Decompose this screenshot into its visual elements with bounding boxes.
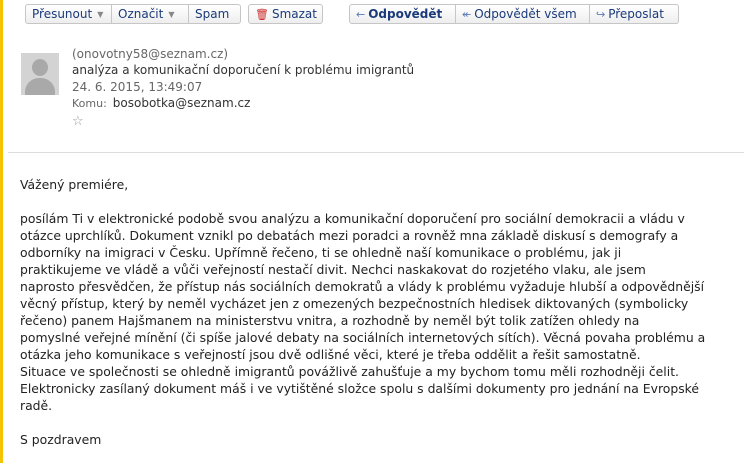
forward-button-label: Přeposlat — [608, 7, 664, 21]
body-line: radě. — [20, 398, 53, 413]
message-body — [20, 176, 735, 448]
reply-icon: ← — [356, 8, 366, 21]
body-line: otázce uprchlíků. Dokument vznikl po debatách mezi poradci a rovněž mna základě diskusí s demografy a — [20, 228, 679, 243]
forward-icon: ↪ — [596, 8, 606, 21]
move-button[interactable] — [25, 4, 112, 24]
body-line: pomyslné veřejné mínění (či spíše jalové debaty na sociálních internetových sítích). Věcná povaha problému a — [20, 330, 706, 345]
greeting: Vážený premiére, — [20, 177, 129, 192]
message-date: 24. 6. 2015, 13:49:07 — [72, 80, 203, 94]
star-icon[interactable]: ☆ — [72, 114, 84, 129]
reply-button[interactable] — [349, 4, 456, 24]
mark-button[interactable] — [112, 4, 189, 24]
body-line: praktikujeme ve vládě a vůči veřejností nestačí divit. Nechci naskakovat do rozjetého vlaku, ale jsem — [20, 262, 646, 277]
reply-button-label: Odpovědět — [368, 7, 443, 21]
forward-button[interactable] — [590, 4, 679, 24]
recipient-address[interactable]: bosobotka@seznam.cz — [112, 96, 251, 110]
body-line: otázka jeho komunikace s veřejností jsou dvě odlišné věci, které je třeba oddělit a řešit samostatně. — [20, 347, 641, 362]
message-subject: analýza a komunikační doporučení k problému imigrantů — [72, 63, 415, 77]
body-line: věcný přístup, který by neměl vycházet jen z omezených bezpečnostních hledisek diktovaných (symbolicky — [20, 296, 689, 311]
body-line: odborníky na imigraci v Česku. Upřímně řečeno, ti se ohledně naší komunikace o problému, jak ji — [20, 245, 622, 260]
chevron-down-icon: ▼ — [168, 10, 175, 19]
spam-button[interactable] — [189, 4, 241, 24]
trash-icon: 🗑 — [255, 8, 269, 21]
body-line: řečeno) panem Hajšmanem na ministerstvu vnitra, a rozhodně by neměl být tolik zatížen ohledy na — [20, 313, 640, 328]
mark-button-label: Označit — [118, 7, 164, 21]
spam-button-label: Spam — [195, 7, 230, 21]
avatar — [21, 53, 59, 95]
closing: S pozdravem — [20, 432, 102, 447]
message-header — [3, 33, 744, 133]
recipient-label: Komu: — [72, 97, 107, 110]
move-button-label: Přesunout — [32, 7, 93, 21]
recipient-row — [72, 96, 250, 110]
body-line: posílám Ti v elektronické podobě svou analýzu a komunikační doporučení pro sociální demokracii a vládu v — [20, 211, 685, 226]
body-paragraph — [20, 210, 735, 414]
body-line: Situace ve společnosti se ohledně imigrantů povážlivě zahušťuje a my bychom tomu měli rozhodněji čelit. — [20, 364, 679, 379]
reply-all-button[interactable] — [456, 4, 590, 24]
delete-button[interactable] — [248, 4, 323, 24]
delete-button-label: Smazat — [271, 7, 317, 21]
chevron-down-icon: ▼ — [97, 10, 104, 19]
reply-all-button-label: Odpovědět všem — [474, 7, 577, 21]
message-toolbar — [3, 0, 744, 30]
body-line: naprosto přesvědčen, že přístup nás sociálních demokratů a vlády k problému vyžaduje hlubší a odpovědnější — [20, 279, 705, 294]
header-divider — [8, 152, 744, 153]
sender-address[interactable]: (onovotny58@seznam.cz) — [72, 47, 229, 61]
reply-all-icon: ↞ — [462, 8, 472, 21]
body-line: Elektronicky zasílaný dokument máš i ve vytištěné složce spolu s dalšími dokumenty pro jednání na Evropské — [20, 381, 700, 396]
